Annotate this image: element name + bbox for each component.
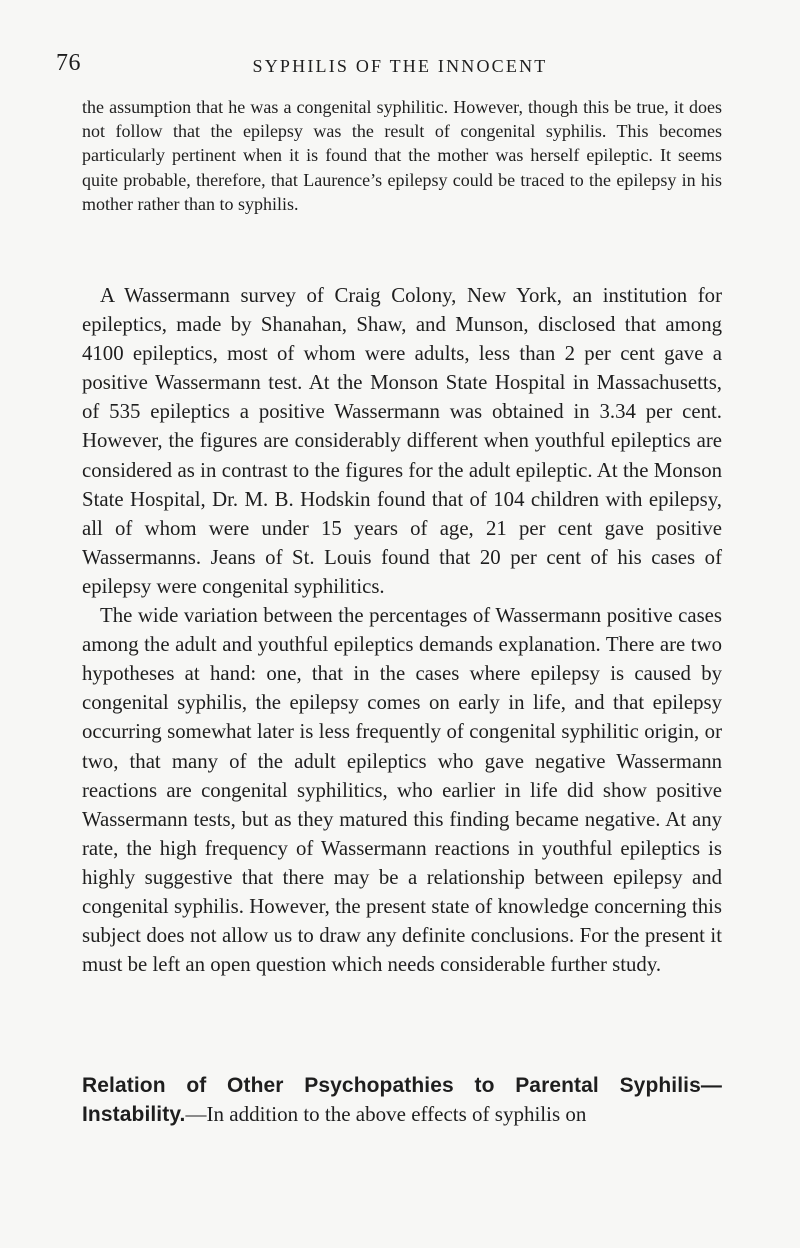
section-paragraph [82, 1071, 722, 1129]
paragraph-survey: A Wassermann survey of Craig Colony, New York, an institution for epileptics, made by Shanahan, Shaw, and Munson, disclosed that among 4100 epileptics, most of whom were adults, less than 2 per cent gave a positive Wassermann test. At the Monson State Hospital in Massachusetts, of 535 epileptics a positive Wassermann was obtained in 3.34 per cent. However, the figures are considerably different when youthful epileptics are considered as in contrast to the figures for the adult epileptic. At the Monson State Hospital, Dr. M. B. Hodskin found that of 104 children with epilepsy, all of whom were under 15 years of age, 21 per cent gave positive Wassermanns. Jeans of St. Louis found that 20 per cent of his cases of epilepsy were congenital syphilitics. [82, 284, 722, 598]
running-head [56, 50, 744, 84]
quoted-case-note [82, 95, 722, 216]
page-number: 76 [56, 50, 81, 76]
section-start [82, 1071, 722, 1129]
section-heading: Relation of Other Psychopathies to Parental Syphilis— Instability. [82, 1074, 722, 1126]
opening-paragraph: the assumption that he was a congenital syphilitic. However, though this be true, it does not follow that the epilepsy was the result of congenital syphilis. This becomes particularly pertinent when it is found that the mother was herself epileptic. It seems quite probable, therefore, that Laurence’s epilepsy could be traced to the epilepsy in his mother rather than to syphilis. [82, 97, 722, 214]
main-text [82, 281, 722, 979]
section-opening: —In addition to the above effects of syphilis on [185, 1102, 587, 1126]
paragraph-variation: The wide variation between the percentages of Wassermann positive cases among the adult and youthful epileptics demands explanation. There are two hypotheses at hand: one, that in the cases where epilepsy is caused by congenital syphilis, the epilepsy comes on early in life, and that epilepsy occurring somewhat later is less frequently of congenital syphilitic origin, or two, that many of the adult epileptics who gave negative Wassermann reactions are congenital syphilitics, who earlier in life did show positive Wassermann tests, but as they matured this finding became negative. At any rate, the high frequency of Wassermann reactions in youthful epileptics is highly suggestive that there may be a relationship between epilepsy and congenital syphilis. However, the present state of knowledge concerning this subject does not allow us to draw any definite conclusions. For the present it must be left an open question which needs considerable further study. [82, 604, 722, 977]
running-title: SYPHILIS OF THE INNOCENT [252, 56, 548, 76]
